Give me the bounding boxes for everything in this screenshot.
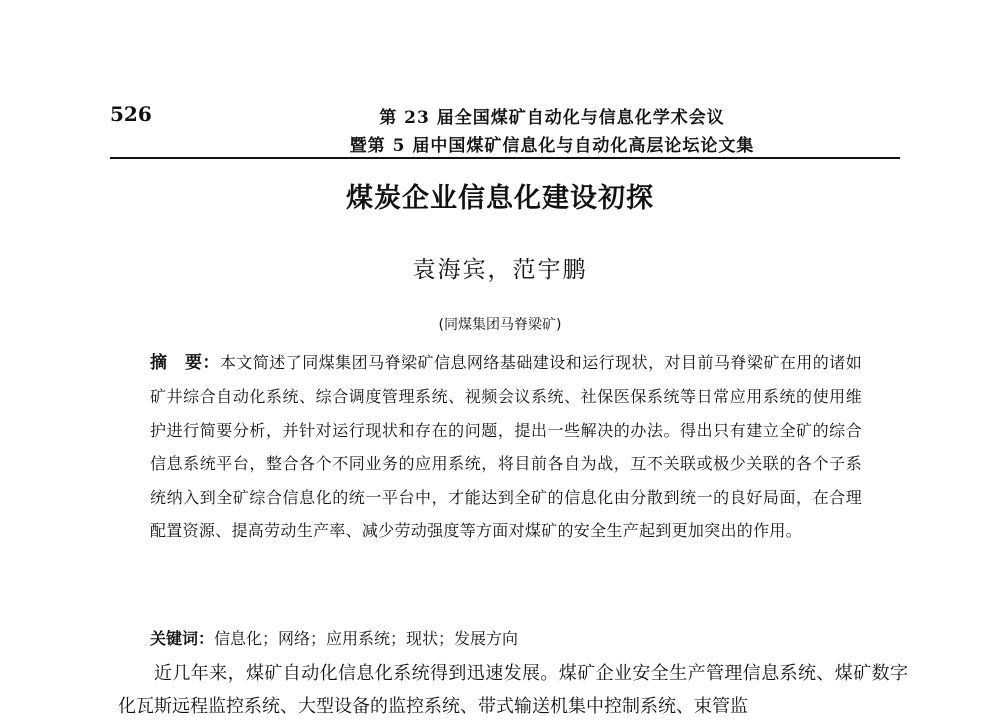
running-header-line-2: 暨第 5 届中国煤矿信息化与自动化高层论坛论文集 (349, 136, 755, 156)
paper-affiliation: (同煤集团马脊梁矿) (438, 317, 562, 333)
abstract (150, 346, 862, 547)
keywords (150, 626, 862, 649)
abstract-text: 本文简述了同煤集团马脊梁矿信息网络基础建设和运行现状，对目前马脊梁矿在用的诸如矿井综合自动化系统、综合调度管理系统、视频会议系统、社保医保系统等日常应用系统的使用维护进行简要分析，并针对运行现状和存在的问题，提出一些解决的办法。得出只有建立全矿的综合信息系统平台，整合各个不同业务的应用系统，将目前各自为战，互不关联或极少关联的各个子系统纳入到全矿综合信息化的统一平台中，才能达到全矿的信息化由分散到统一的良好局面，在合理配置资源、提高劳动生产率、减少劳动强度等方面对煤矿的安全生产起到更加突出的作用。 (150, 353, 863, 541)
keywords-text: 信息化；网络；应用系统；现状；发展方向 (214, 629, 519, 648)
paper-title: 煤炭企业信息化建设初探 (346, 183, 654, 214)
running-header-line-1: 第 23 届全国煤矿自动化与信息化学术会议 (379, 108, 725, 128)
body-paragraph: 近几年来，煤矿自动化信息化系统得到迅速发展。煤矿企业安全生产管理信息系统、煤矿数字化瓦斯远程监控系统、大型设备的监控系统、带式输送机集中控制系统、束管监 (118, 663, 908, 717)
paper-authors: 袁海宾，范宇鹏 (412, 257, 588, 283)
header-rule (110, 157, 900, 159)
abstract-label: 摘 要： (150, 353, 220, 373)
keywords-label: 关键词： (150, 629, 215, 648)
page-number: 526 (110, 102, 152, 126)
